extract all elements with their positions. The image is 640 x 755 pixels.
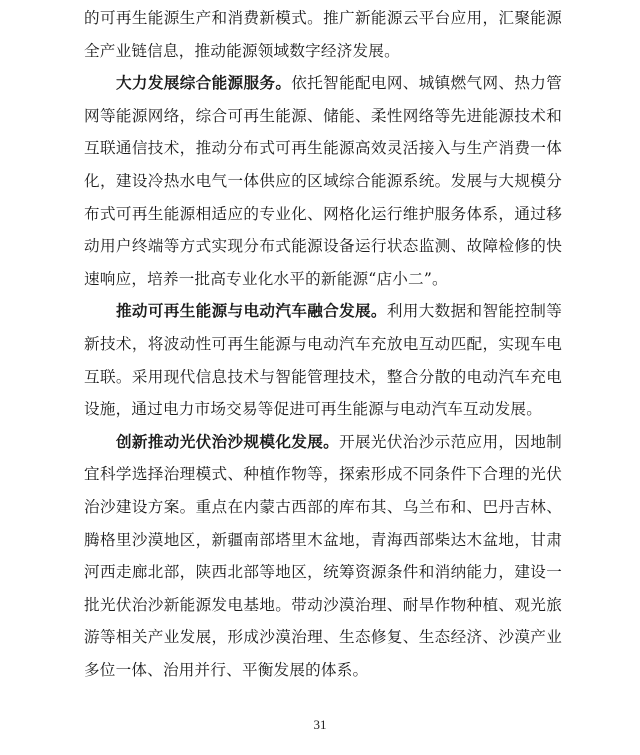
paragraph-2-body: 依托智能配电网、城镇燃气网、热力管网等能源网络，综合可再生能源、储能、柔性网络等先进能源技术和互联通信技术，推动分布式可再生能源高效灵活接入与生产消费一体化，建设冷热水电气一体供应的区域综合能源系统。发展与大规模分布式可再生能源相适应的专业化、网格化运行维护服务体系，通过移动用户终端等方式实现分布式能源设备运行状态监测、故障检修的快速响应，培养一批高专业化水平的新能源“店小二”。 <box>84 74 562 288</box>
page-number: 31 <box>313 717 327 732</box>
paragraph-3-lead: 推动可再生能源与电动汽车融合发展。 <box>116 301 387 321</box>
paragraph-1-body: 的可再生能源生产和消费新模式。推广新能源云平台应用，汇聚能源全产业链信息，推动能源领域数字经济发展。 <box>84 9 562 60</box>
paragraph-2 <box>84 67 562 295</box>
paragraph-2-lead: 大力发展综合能源服务。 <box>116 73 292 93</box>
paragraph-3-body: 利用大数据和智能控制等新技术，将波动性可再生能源与电动汽车充放电互动匹配，实现车电互联。采用现代信息技术与智能管理技术，整合分散的电动汽车充电设施，通过电力市场交易等促进可再生能源与电动汽车互动发展。 <box>84 302 563 419</box>
paragraph-4-body: 开展光伏治沙示范应用，因地制宜科学选择治理模式、种植作物等，探索形成不同条件下合理的光伏治沙建设方案。重点在内蒙古西部的库布其、乌兰布和、巴丹吉林、腾格里沙漠地区，新疆南部塔里木盆地，青海西部柴达木盆地，甘肃河西走廊北部，陕西北部等地区，统筹资源条件和消纳能力，建设一批光伏治沙新能源发电基地。带动沙漠治理、耐旱作物种植、观光旅游等相关产业发展，形成沙漠治理、生态修复、生态经济、沙漠产业多位一体、治用并行、平衡发展的体系。 <box>84 432 562 679</box>
body-text <box>84 2 562 686</box>
paragraph-1 <box>84 2 562 67</box>
paragraph-4-lead: 创新推动光伏治沙规模化发展。 <box>116 431 340 451</box>
paragraph-3 <box>84 295 562 425</box>
paragraph-4 <box>84 426 562 687</box>
